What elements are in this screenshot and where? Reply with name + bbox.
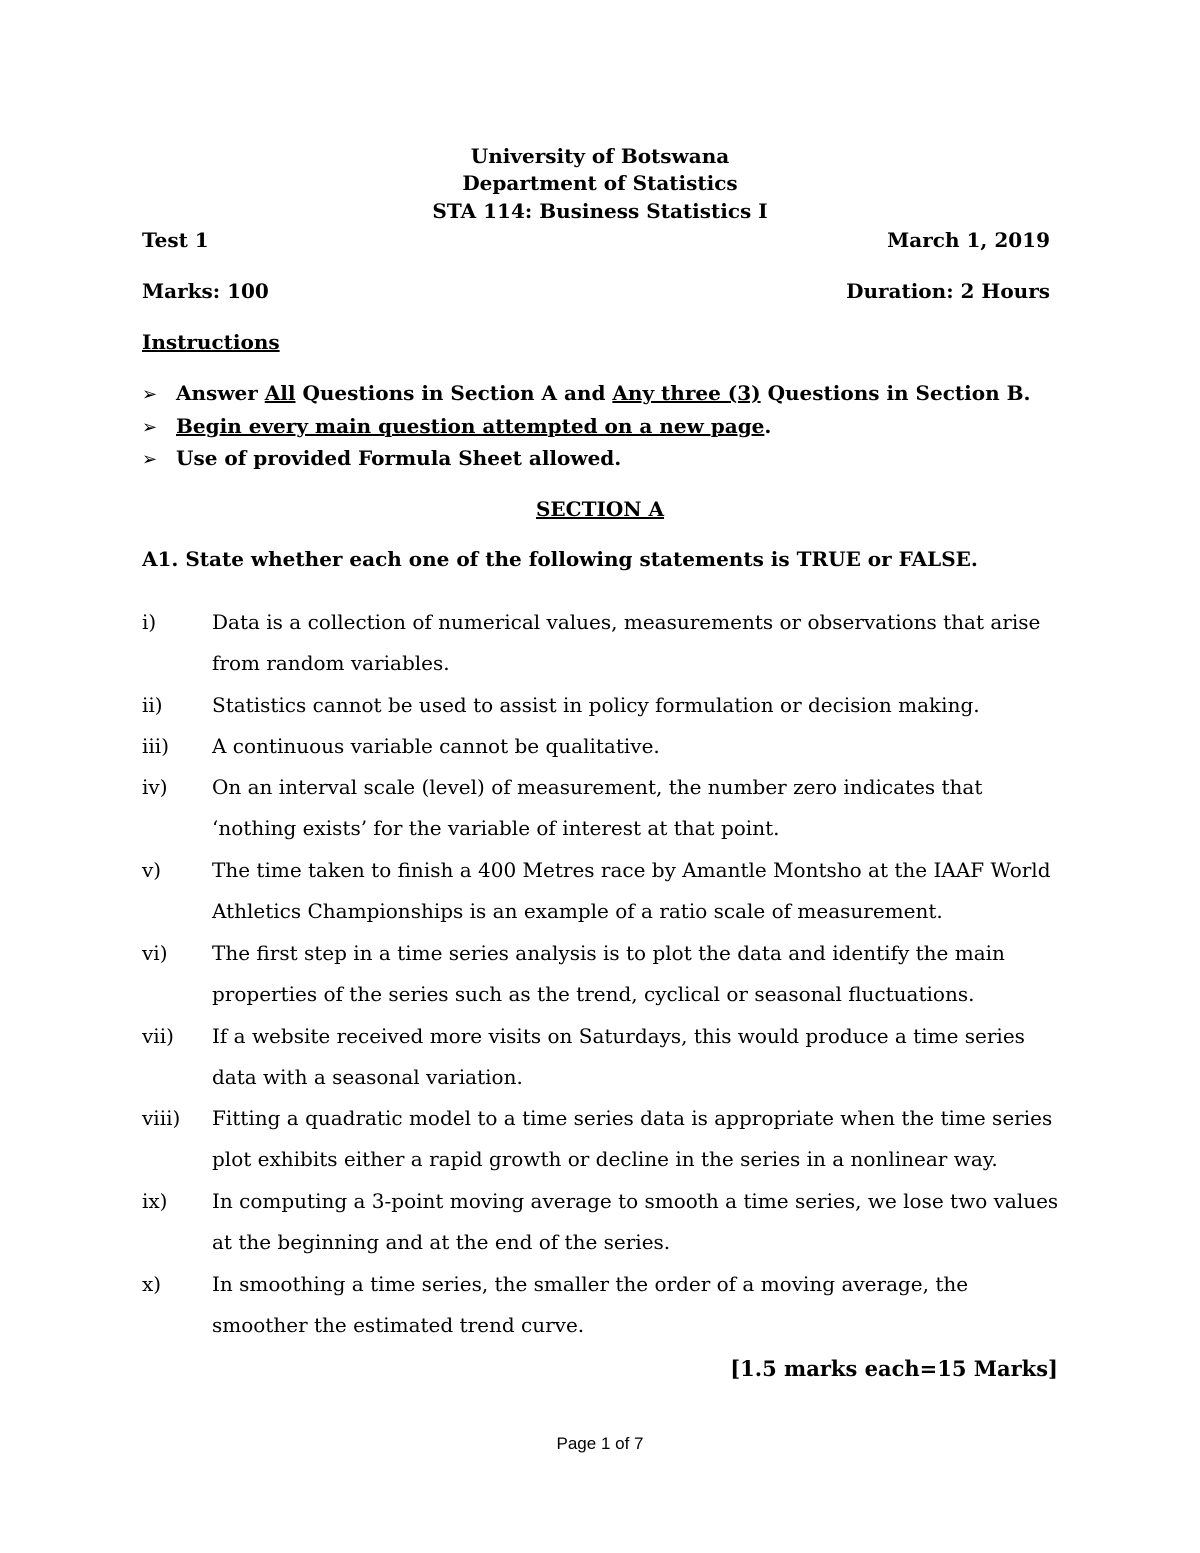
marks-allocation: [1.5 marks each=15 Marks] [730, 1356, 1058, 1381]
instructions-heading: Instructions [142, 330, 280, 354]
instruction-item: ➢ Use of provided Formula Sheet allowed. [142, 445, 621, 473]
list-item: ix) In computing a 3-point moving average to smooth a time series, we lose two values at the beginning and at the end of the series. [142, 1189, 1059, 1254]
instruction-item: ➢ Answer All Questions in Section A and Any three (3) Questions in Section B. [142, 380, 1030, 408]
university-name: University of Botswana [470, 144, 730, 168]
arrow-bullet-icon: ➢ [142, 449, 158, 470]
test-label: Test 1 [142, 228, 209, 252]
question-a1: A1. State whether each one of the following statements is TRUE or FALSE. [142, 547, 978, 571]
arrow-bullet-icon: ➢ [142, 417, 158, 438]
list-item: vi) The first step in a time series analysis is to plot the data and identify the main properties of the series such as the trend, cyclical or seasonal fluctuations. [142, 941, 1005, 1006]
course-title: STA 114: Business Statistics I [432, 199, 768, 223]
list-item: iv) On an interval scale (level) of measurement, the number zero indicates that ‘nothing exists’ for the variable of interest at that point. [142, 775, 983, 840]
duration-label: Duration: 2 Hours [846, 279, 1050, 303]
department-name: Department of Statistics [462, 171, 738, 195]
list-item: iii) A continuous variable cannot be qualitative. [142, 734, 660, 758]
list-item: i) Data is a collection of numerical values, measurements or observations that arise from random variables. [142, 610, 1041, 675]
list-item: v) The time taken to finish a 400 Metres race by Amantle Montsho at the IAAF World Athletics Championships is an example of a ratio scale of measurement. [142, 858, 1051, 923]
marks-label: Marks: 100 [142, 279, 269, 303]
list-item: viii) Fitting a quadratic model to a time series data is appropriate when the time series plot exhibits either a rapid growth or decline in the series in a nonlinear way. [142, 1106, 1053, 1171]
list-item: ii) Statistics cannot be used to assist in policy formulation or decision making. [142, 693, 980, 717]
section-a-heading: SECTION A [535, 497, 665, 521]
instruction-item: ➢ Begin every main question attempted on a new page. [142, 413, 771, 441]
list-item: vii) If a website received more visits on Saturdays, this would produce a time series data with a seasonal variation. [142, 1024, 1025, 1089]
list-item: x) In smoothing a time series, the smaller the order of a moving average, the smoother the estimated trend curve. [142, 1272, 969, 1337]
test-date: March 1, 2019 [887, 228, 1050, 252]
arrow-bullet-icon: ➢ [142, 384, 158, 405]
page-number: Page 1 of 7 [556, 1434, 644, 1453]
